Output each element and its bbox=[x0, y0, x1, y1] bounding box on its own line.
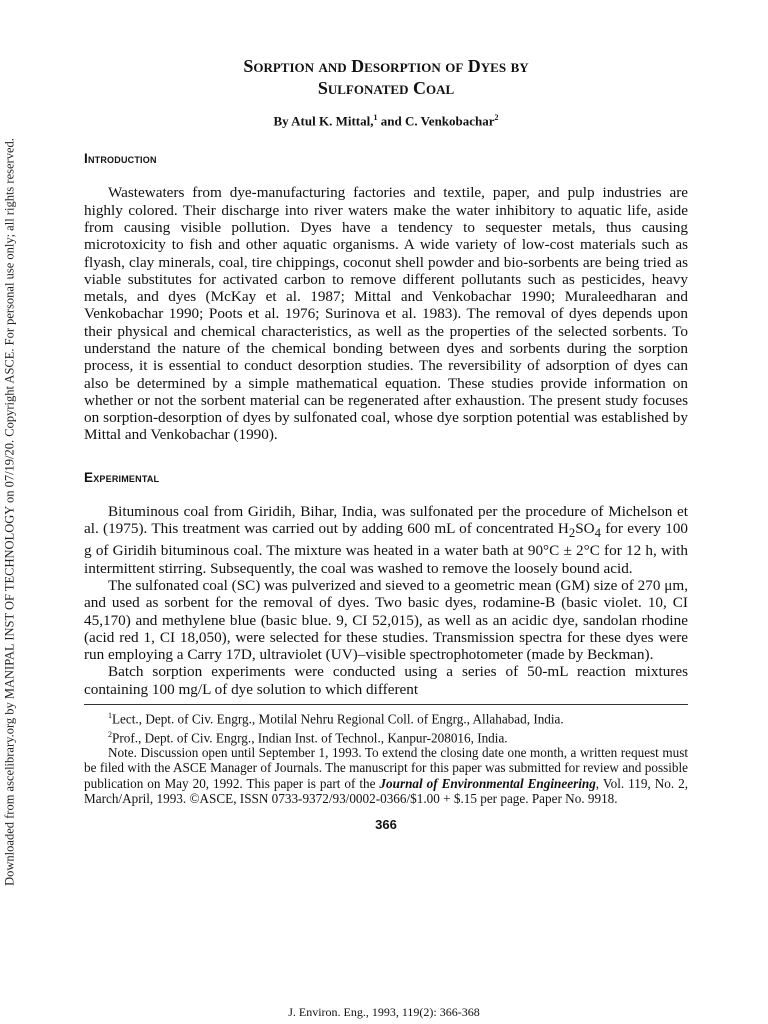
journal-name: Journal of Environmental Engineering bbox=[379, 775, 596, 791]
journal-citation: J. Environ. Eng., 1993, 119(2): 366-368 bbox=[288, 1005, 480, 1019]
introduction-paragraph: Wastewaters from dye-manufacturing factories and textile, paper, and pulp industries are highly colored. Their discharge into river waters make the water inhibitory to aquatic life, aside from causing visible pollution. Dyes have a tendency to sequester metals, thus causing microtoxicity to fish and other aquatic organisms. A wide variety of low-cost materials such as flyash, clay minerals, coal, tire chippings, coconut shell powder and bio-sorbents are being tried as viable substitutes for activated carbon to remove different pollutants such as pesticides, heavy metals, and dyes (McKay et al. 1987; Mittal and Venkobachar 1990; Muraleedharan and Venkobachar 1990; Poots et al. 1976; Surinova et al. 1983). The removal of dyes depends upon their physical and chemical characteristics, as well as the properties of the selected sorbents. To understand the nature of the chemical bonding between dyes and sorbents during the sorption process, it is essential to conduct desorption studies. The reversibility of adsorption of dyes can also be determined by a simple mathematical equation. These studies provide information on whether or not the sorbent material can be regenerated after exhaustion. The present study focuses on sorption-desorption of dyes by sulfonated coal, whose dye sorption potential was established by Mittal and Venkobachar (1990). bbox=[84, 184, 688, 444]
exp-p1-sub-1: 2 bbox=[568, 526, 576, 541]
download-watermark bbox=[0, 0, 20, 1024]
experimental-paragraph-3: Batch sorption experiments were conducted using a series of 50-mL reaction mixtures containing 100 mg/L of dye solution to which different bbox=[84, 663, 688, 698]
publication-note bbox=[84, 745, 688, 806]
author-byline bbox=[84, 113, 688, 129]
exp-p1-text-a: Bituminous coal from Giridih, Bihar, India, was sulfonated per the procedure of Michelson et al. (1975). This treatment was carried out by adding 600 mL of concentrated H bbox=[84, 502, 688, 538]
footnote-1-text: Lect., Dept. of Civ. Engrg., Motilal Nehru Regional Coll. of Engrg., Allahabad, India. bbox=[112, 711, 564, 727]
experimental-heading: Experimental bbox=[84, 469, 160, 485]
byline-prefix: By Atul K. Mittal, bbox=[273, 113, 374, 129]
byline-middle: and C. Venkobachar bbox=[377, 113, 495, 129]
footnote-rule bbox=[84, 704, 688, 705]
footnote-2 bbox=[84, 727, 688, 746]
experimental-paragraph-2: The sulfonated coal (SC) was pulverized and sieved to a geometric mean (GM) size of 270 μm, and used as sorbent for the removal of dyes. Two basic dyes, rodamine-B (basic violet. 10, CI 45,170) and methylene blue (basic blue. 9, CI 52,015), as well as an acidic dye, sandolan rhodine (acid red 1, CI 18,050), were selected for these studies. Transmission spectra for these dyes were run employing a Carry 17D, ultraviolet (UV)–visible spectrophotometer (made by Beckman). bbox=[84, 577, 688, 664]
introduction-heading: Introduction bbox=[84, 151, 157, 167]
title-line-2: Sulfonated Coal bbox=[317, 78, 455, 98]
download-watermark-text: Downloaded from ascelibrary.org by MANIPAL INST OF TECHNOLOGY on 07/19/20. Copyright ASCE. For personal use only; all rights reserved. bbox=[2, 138, 17, 886]
note-text-a: Note. Discussion open until September 1, 1993. To extend the closing date one month, a written request must be filed with the ASCE Manager of Journals. The manuscript for this paper was submitted for review and possible publication on May 20, 1992. This paper is part of the bbox=[84, 745, 688, 791]
author-2-footnote-marker: 2 bbox=[494, 113, 499, 122]
exp-p1-sub-2: 4 bbox=[594, 526, 601, 541]
footnote-1 bbox=[84, 708, 688, 727]
experimental-paragraph-1 bbox=[84, 503, 688, 577]
author-1-footnote-marker: 1 bbox=[373, 113, 378, 122]
article-title bbox=[84, 55, 688, 99]
footnote-2-text: Prof., Dept. of Civ. Engrg., Indian Inst. of Technol., Kanpur-208016, India. bbox=[112, 730, 508, 746]
footnote-1-marker: 1 bbox=[108, 711, 112, 721]
note-text-b: , Vol. 119, No. 2, March/April, 1993. ©ASCE, ISSN 0733-9372/93/0002-0366/$1.00 + $.15 per page. Paper No. 9918. bbox=[84, 775, 689, 806]
footnote-2-marker: 2 bbox=[108, 729, 112, 739]
title-line-1: Sorption and Desorption of Dyes by bbox=[243, 56, 529, 76]
exp-p1-text-b: SO bbox=[575, 520, 595, 538]
paper-page bbox=[84, 55, 688, 832]
exp-p1-text-c: for every 100 g of Giridih bituminous coal. The mixture was heated in a water bath at 90°C ± 2°C for 12 h, with intermittent stirring. Subsequently, the coal was washed to remove the loosely bound acid. bbox=[84, 520, 689, 577]
page-number: 366 bbox=[375, 817, 397, 833]
